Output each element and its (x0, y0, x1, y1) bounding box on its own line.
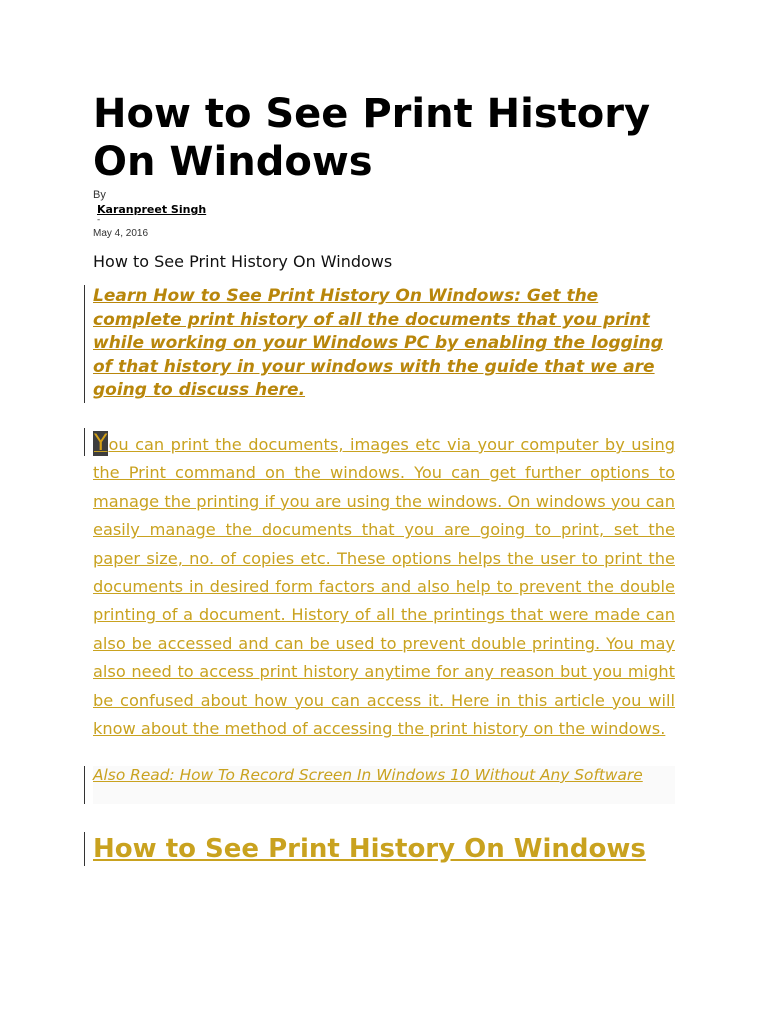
intro-link[interactable]: Learn How to See Print History On Windows: Get the complete print history of all the documents that you print while working on your Windows PC by enabling the logging of that history in your windows with the guide that we are going to discuss here. (93, 286, 663, 401)
article-body-text: ou can print the documents, images etc via your computer by using the Print command on the windows. You can get further options to manage the printing if you are using the windows. On windows you can easily manage the documents that you are going to print, set the paper size, no. of copies etc. These options helps the user to print the documents in desired form factors and also help to prevent the double printing of a document. History of all the printings that were made can also be accessed and can be used to prevent double printing. You may also need to access print history anytime for any reason but you might be confused about how you can access it. Here in this article you will know about the method of accessing the print history on the windows. (93, 435, 675, 739)
byline-label: By (93, 189, 106, 201)
byline-separator: - (97, 215, 101, 225)
section-heading[interactable]: How to See Print History On Windows (93, 834, 646, 864)
drop-cap: Y (94, 431, 108, 456)
also-read-bar (84, 766, 85, 804)
author-link[interactable]: Karanpreet Singh (97, 203, 207, 216)
article-body[interactable] (93, 430, 675, 743)
publish-date: May 4, 2016 (93, 228, 149, 239)
dropcap-bar (84, 428, 85, 456)
also-read-link[interactable]: Also Read: How To Record Screen In Windows 10 Without Any Software (93, 766, 675, 804)
article-title: How to See Print History On Windows (93, 91, 651, 185)
quote-bar (84, 285, 85, 403)
article-subtitle: How to See Print History On Windows (93, 252, 393, 271)
heading-bar (84, 832, 85, 866)
